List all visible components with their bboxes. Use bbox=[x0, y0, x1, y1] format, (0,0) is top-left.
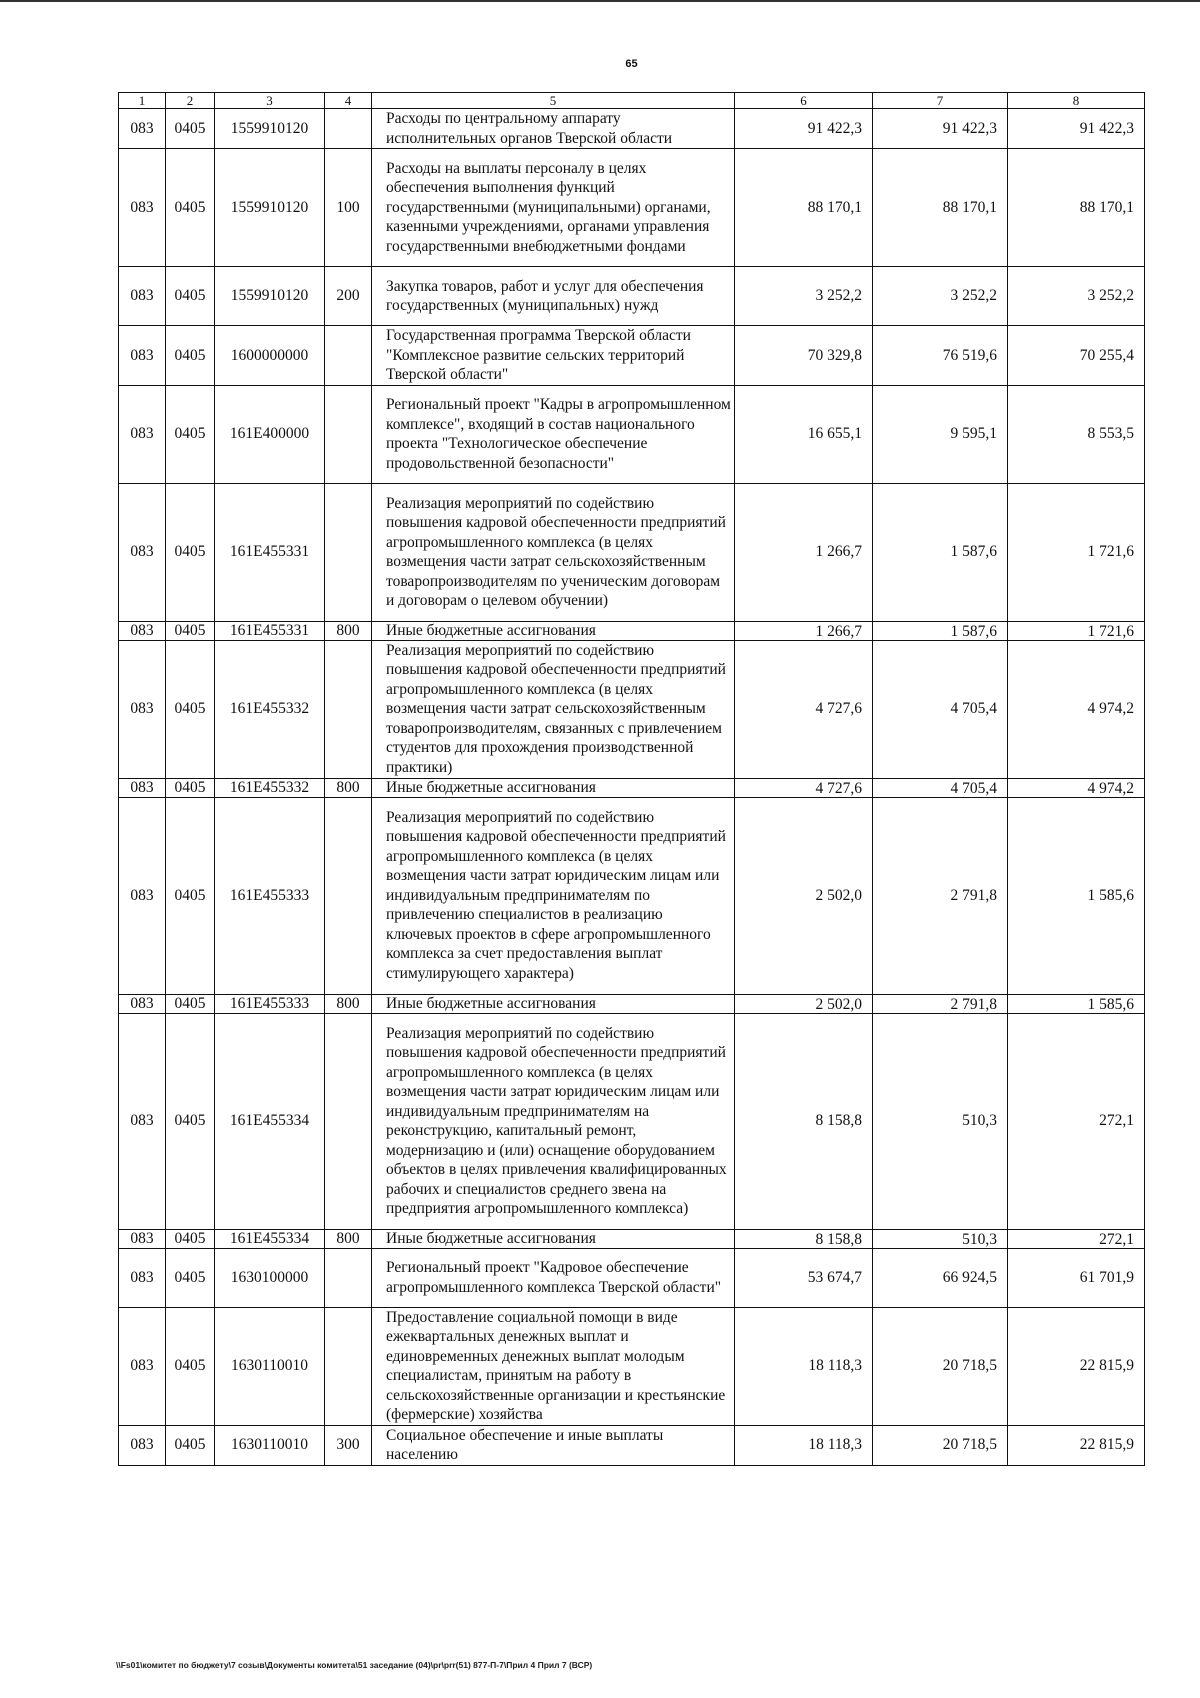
cell-target-article: 1600000000 bbox=[215, 326, 325, 386]
table-row bbox=[119, 483, 1145, 621]
cell-ministry-code: 083 bbox=[119, 109, 166, 149]
cell-amount-col8: 1 585,6 bbox=[1008, 994, 1145, 1013]
cell-amount-col7: 510,3 bbox=[873, 1013, 1008, 1229]
cell-section-code: 0405 bbox=[166, 1229, 215, 1248]
cell-expense-type: 100 bbox=[325, 149, 372, 267]
cell-target-article: 161E455331 bbox=[215, 483, 325, 621]
cell-ministry-code: 083 bbox=[119, 994, 166, 1013]
cell-section-code: 0405 bbox=[166, 621, 215, 640]
cell-amount-col7: 2 791,8 bbox=[873, 797, 1008, 994]
cell-target-article: 161E455333 bbox=[215, 797, 325, 994]
cell-ministry-code: 083 bbox=[119, 621, 166, 640]
cell-description: Реализация мероприятий по содействию повышения кадровой обеспеченности предприятий агропромышленного комплекса (в целях возмещения части затрат сельскохозяйственным товаропроизводителям, связанных с привлечением студентов для прохождения производственной практики) bbox=[372, 640, 735, 778]
cell-ministry-code: 083 bbox=[119, 267, 166, 326]
cell-section-code: 0405 bbox=[166, 483, 215, 621]
table-row bbox=[119, 109, 1145, 149]
cell-amount-col7: 2 791,8 bbox=[873, 994, 1008, 1013]
cell-amount-col8: 8 553,5 bbox=[1008, 385, 1145, 483]
cell-amount-col7: 1 587,6 bbox=[873, 483, 1008, 621]
cell-amount-col7: 3 252,2 bbox=[873, 267, 1008, 326]
cell-expense-type: 800 bbox=[325, 621, 372, 640]
column-header: 3 bbox=[215, 93, 325, 109]
cell-expense-type bbox=[325, 109, 372, 149]
cell-description: Реализация мероприятий по содействию повышения кадровой обеспеченности предприятий агропромышленного комплекса (в целях возмещения части затрат юридическим лицам или индивидуальным предпринимателям на реконструкцию, капитальный ремонт, модернизацию и (или) оснащение оборудованием объектов в целях привлечения квалифицированных рабочих и специалистов среднего звена на предприятия агропромышленного комплекса) bbox=[372, 1013, 735, 1229]
cell-section-code: 0405 bbox=[166, 326, 215, 386]
cell-ministry-code: 083 bbox=[119, 483, 166, 621]
cell-expense-type: 800 bbox=[325, 778, 372, 797]
cell-description: Предоставление социальной помощи в виде ежеквартальных денежных выплат и единовременных денежных выплат молодым специалистам, принятым на работу в сельскохозяйственные организации и крестьянские (фермерские) хозяйства bbox=[372, 1307, 735, 1425]
cell-ministry-code: 083 bbox=[119, 1013, 166, 1229]
table-row bbox=[119, 1248, 1145, 1307]
column-header: 2 bbox=[166, 93, 215, 109]
cell-description: Региональный проект "Кадровое обеспечение агропромышленного комплекса Тверской области" bbox=[372, 1248, 735, 1307]
column-header: 7 bbox=[873, 93, 1008, 109]
cell-amount-col7: 76 519,6 bbox=[873, 326, 1008, 386]
column-number-row bbox=[119, 93, 1145, 109]
cell-amount-col6: 8 158,8 bbox=[735, 1013, 873, 1229]
table-row bbox=[119, 640, 1145, 778]
cell-target-article: 1559910120 bbox=[215, 149, 325, 267]
cell-amount-col7: 88 170,1 bbox=[873, 149, 1008, 267]
cell-target-article: 161E455334 bbox=[215, 1013, 325, 1229]
cell-target-article: 1630110010 bbox=[215, 1307, 325, 1425]
cell-amount-col7: 91 422,3 bbox=[873, 109, 1008, 149]
cell-ministry-code: 083 bbox=[119, 797, 166, 994]
cell-ministry-code: 083 bbox=[119, 1307, 166, 1425]
cell-description: Социальное обеспечение и иные выплаты населению bbox=[372, 1425, 735, 1465]
cell-amount-col8: 22 815,9 bbox=[1008, 1307, 1145, 1425]
cell-amount-col6: 53 674,7 bbox=[735, 1248, 873, 1307]
cell-amount-col6: 18 118,3 bbox=[735, 1425, 873, 1465]
cell-section-code: 0405 bbox=[166, 1013, 215, 1229]
cell-expense-type bbox=[325, 797, 372, 994]
cell-amount-col6: 2 502,0 bbox=[735, 994, 873, 1013]
cell-amount-col8: 22 815,9 bbox=[1008, 1425, 1145, 1465]
cell-target-article: 1559910120 bbox=[215, 267, 325, 326]
table-row bbox=[119, 326, 1145, 386]
cell-target-article: 161E455331 bbox=[215, 621, 325, 640]
cell-expense-type: 800 bbox=[325, 1229, 372, 1248]
cell-description: Иные бюджетные ассигнования bbox=[372, 621, 735, 640]
cell-section-code: 0405 bbox=[166, 109, 215, 149]
cell-ministry-code: 083 bbox=[119, 385, 166, 483]
cell-expense-type bbox=[325, 1307, 372, 1425]
page-number: 65 bbox=[625, 58, 638, 70]
table-row bbox=[119, 994, 1145, 1013]
cell-amount-col6: 4 727,6 bbox=[735, 640, 873, 778]
cell-amount-col8: 3 252,2 bbox=[1008, 267, 1145, 326]
cell-section-code: 0405 bbox=[166, 778, 215, 797]
cell-description: Расходы на выплаты персоналу в целях обеспечения выполнения функций государственными (муниципальными) органами, казенными учреждениями, органами управления государственными внебюджетными фондами bbox=[372, 149, 735, 267]
cell-amount-col8: 91 422,3 bbox=[1008, 109, 1145, 149]
column-header: 5 bbox=[372, 93, 735, 109]
column-header: 4 bbox=[325, 93, 372, 109]
cell-description: Региональный проект "Кадры в агропромышленном комплексе", входящий в состав национального проекта "Технологическое обеспечение продовольственной безопасности" bbox=[372, 385, 735, 483]
cell-target-article: 1559910120 bbox=[215, 109, 325, 149]
cell-amount-col6: 91 422,3 bbox=[735, 109, 873, 149]
budget-table bbox=[118, 92, 1145, 1466]
cell-target-article: 1630110010 bbox=[215, 1425, 325, 1465]
cell-expense-type bbox=[325, 640, 372, 778]
table-row bbox=[119, 1425, 1145, 1465]
cell-amount-col7: 20 718,5 bbox=[873, 1425, 1008, 1465]
cell-target-article: 1630100000 bbox=[215, 1248, 325, 1307]
cell-expense-type: 800 bbox=[325, 994, 372, 1013]
cell-amount-col6: 4 727,6 bbox=[735, 778, 873, 797]
cell-ministry-code: 083 bbox=[119, 326, 166, 386]
cell-amount-col7: 9 595,1 bbox=[873, 385, 1008, 483]
cell-ministry-code: 083 bbox=[119, 778, 166, 797]
cell-amount-col7: 20 718,5 bbox=[873, 1307, 1008, 1425]
cell-amount-col6: 16 655,1 bbox=[735, 385, 873, 483]
table-row bbox=[119, 797, 1145, 994]
column-header: 6 bbox=[735, 93, 873, 109]
cell-amount-col6: 18 118,3 bbox=[735, 1307, 873, 1425]
cell-ministry-code: 083 bbox=[119, 640, 166, 778]
cell-amount-col6: 1 266,7 bbox=[735, 483, 873, 621]
page-top-border bbox=[0, 0, 1200, 2]
cell-section-code: 0405 bbox=[166, 1248, 215, 1307]
cell-target-article: 161E400000 bbox=[215, 385, 325, 483]
cell-amount-col6: 1 266,7 bbox=[735, 621, 873, 640]
cell-target-article: 161E455332 bbox=[215, 640, 325, 778]
cell-section-code: 0405 bbox=[166, 640, 215, 778]
column-header: 1 bbox=[119, 93, 166, 109]
footer-file-path: \\Fs01\комитет по бюджету\7 созыв\Документы комитета\51 заседание (04)\pr\prr(51) 877-П-7\Прил 4 Прил 7 (ВСР) bbox=[116, 1660, 593, 1670]
cell-expense-type: 300 bbox=[325, 1425, 372, 1465]
cell-description: Иные бюджетные ассигнования bbox=[372, 1229, 735, 1248]
cell-amount-col6: 8 158,8 bbox=[735, 1229, 873, 1248]
cell-description: Закупка товаров, работ и услуг для обеспечения государственных (муниципальных) нужд bbox=[372, 267, 735, 326]
cell-expense-type bbox=[325, 1013, 372, 1229]
cell-section-code: 0405 bbox=[166, 1425, 215, 1465]
cell-ministry-code: 083 bbox=[119, 1425, 166, 1465]
cell-amount-col8: 1 721,6 bbox=[1008, 621, 1145, 640]
cell-target-article: 161E455333 bbox=[215, 994, 325, 1013]
cell-amount-col6: 88 170,1 bbox=[735, 149, 873, 267]
table-row bbox=[119, 1229, 1145, 1248]
cell-amount-col8: 1 721,6 bbox=[1008, 483, 1145, 621]
cell-amount-col8: 272,1 bbox=[1008, 1013, 1145, 1229]
table-row bbox=[119, 267, 1145, 326]
cell-ministry-code: 083 bbox=[119, 1229, 166, 1248]
cell-section-code: 0405 bbox=[166, 149, 215, 267]
cell-amount-col7: 66 924,5 bbox=[873, 1248, 1008, 1307]
cell-amount-col7: 4 705,4 bbox=[873, 778, 1008, 797]
cell-section-code: 0405 bbox=[166, 267, 215, 326]
cell-expense-type bbox=[325, 326, 372, 386]
cell-description: Расходы по центральному аппарату исполнительных органов Тверской области bbox=[372, 109, 735, 149]
cell-section-code: 0405 bbox=[166, 797, 215, 994]
table-row bbox=[119, 1013, 1145, 1229]
cell-expense-type bbox=[325, 483, 372, 621]
cell-amount-col7: 510,3 bbox=[873, 1229, 1008, 1248]
cell-target-article: 161E455334 bbox=[215, 1229, 325, 1248]
table-row bbox=[119, 1307, 1145, 1425]
table-row bbox=[119, 621, 1145, 640]
cell-ministry-code: 083 bbox=[119, 149, 166, 267]
cell-expense-type bbox=[325, 385, 372, 483]
cell-amount-col8: 272,1 bbox=[1008, 1229, 1145, 1248]
table-row bbox=[119, 778, 1145, 797]
cell-target-article: 161E455332 bbox=[215, 778, 325, 797]
cell-expense-type: 200 bbox=[325, 267, 372, 326]
cell-section-code: 0405 bbox=[166, 385, 215, 483]
cell-amount-col8: 70 255,4 bbox=[1008, 326, 1145, 386]
cell-description: Реализация мероприятий по содействию повышения кадровой обеспеченности предприятий агропромышленного комплекса (в целях возмещения части затрат юридическим лицам или индивидуальным предпринимателям по привлечению специалистов в реализацию ключевых проектов в сфере агропромышленного комплекса за счет предоставления выплат стимулирующего характера) bbox=[372, 797, 735, 994]
cell-amount-col7: 1 587,6 bbox=[873, 621, 1008, 640]
cell-ministry-code: 083 bbox=[119, 1248, 166, 1307]
cell-amount-col8: 88 170,1 bbox=[1008, 149, 1145, 267]
table-row bbox=[119, 149, 1145, 267]
cell-expense-type bbox=[325, 1248, 372, 1307]
cell-amount-col6: 3 252,2 bbox=[735, 267, 873, 326]
cell-description: Реализация мероприятий по содействию повышения кадровой обеспеченности предприятий агропромышленного комплекса (в целях возмещения части затрат сельскохозяйственным товаропроизводителям по ученическим договорам и договорам о целевом обучении) bbox=[372, 483, 735, 621]
cell-amount-col6: 2 502,0 bbox=[735, 797, 873, 994]
cell-amount-col6: 70 329,8 bbox=[735, 326, 873, 386]
cell-description: Государственная программа Тверской области "Комплексное развитие сельских территорий Тверской области" bbox=[372, 326, 735, 386]
cell-amount-col8: 1 585,6 bbox=[1008, 797, 1145, 994]
column-header: 8 bbox=[1008, 93, 1145, 109]
cell-section-code: 0405 bbox=[166, 1307, 215, 1425]
table-row bbox=[119, 385, 1145, 483]
cell-amount-col8: 4 974,2 bbox=[1008, 640, 1145, 778]
cell-description: Иные бюджетные ассигнования bbox=[372, 778, 735, 797]
cell-amount-col8: 4 974,2 bbox=[1008, 778, 1145, 797]
cell-section-code: 0405 bbox=[166, 994, 215, 1013]
cell-amount-col8: 61 701,9 bbox=[1008, 1248, 1145, 1307]
cell-description: Иные бюджетные ассигнования bbox=[372, 994, 735, 1013]
cell-amount-col7: 4 705,4 bbox=[873, 640, 1008, 778]
